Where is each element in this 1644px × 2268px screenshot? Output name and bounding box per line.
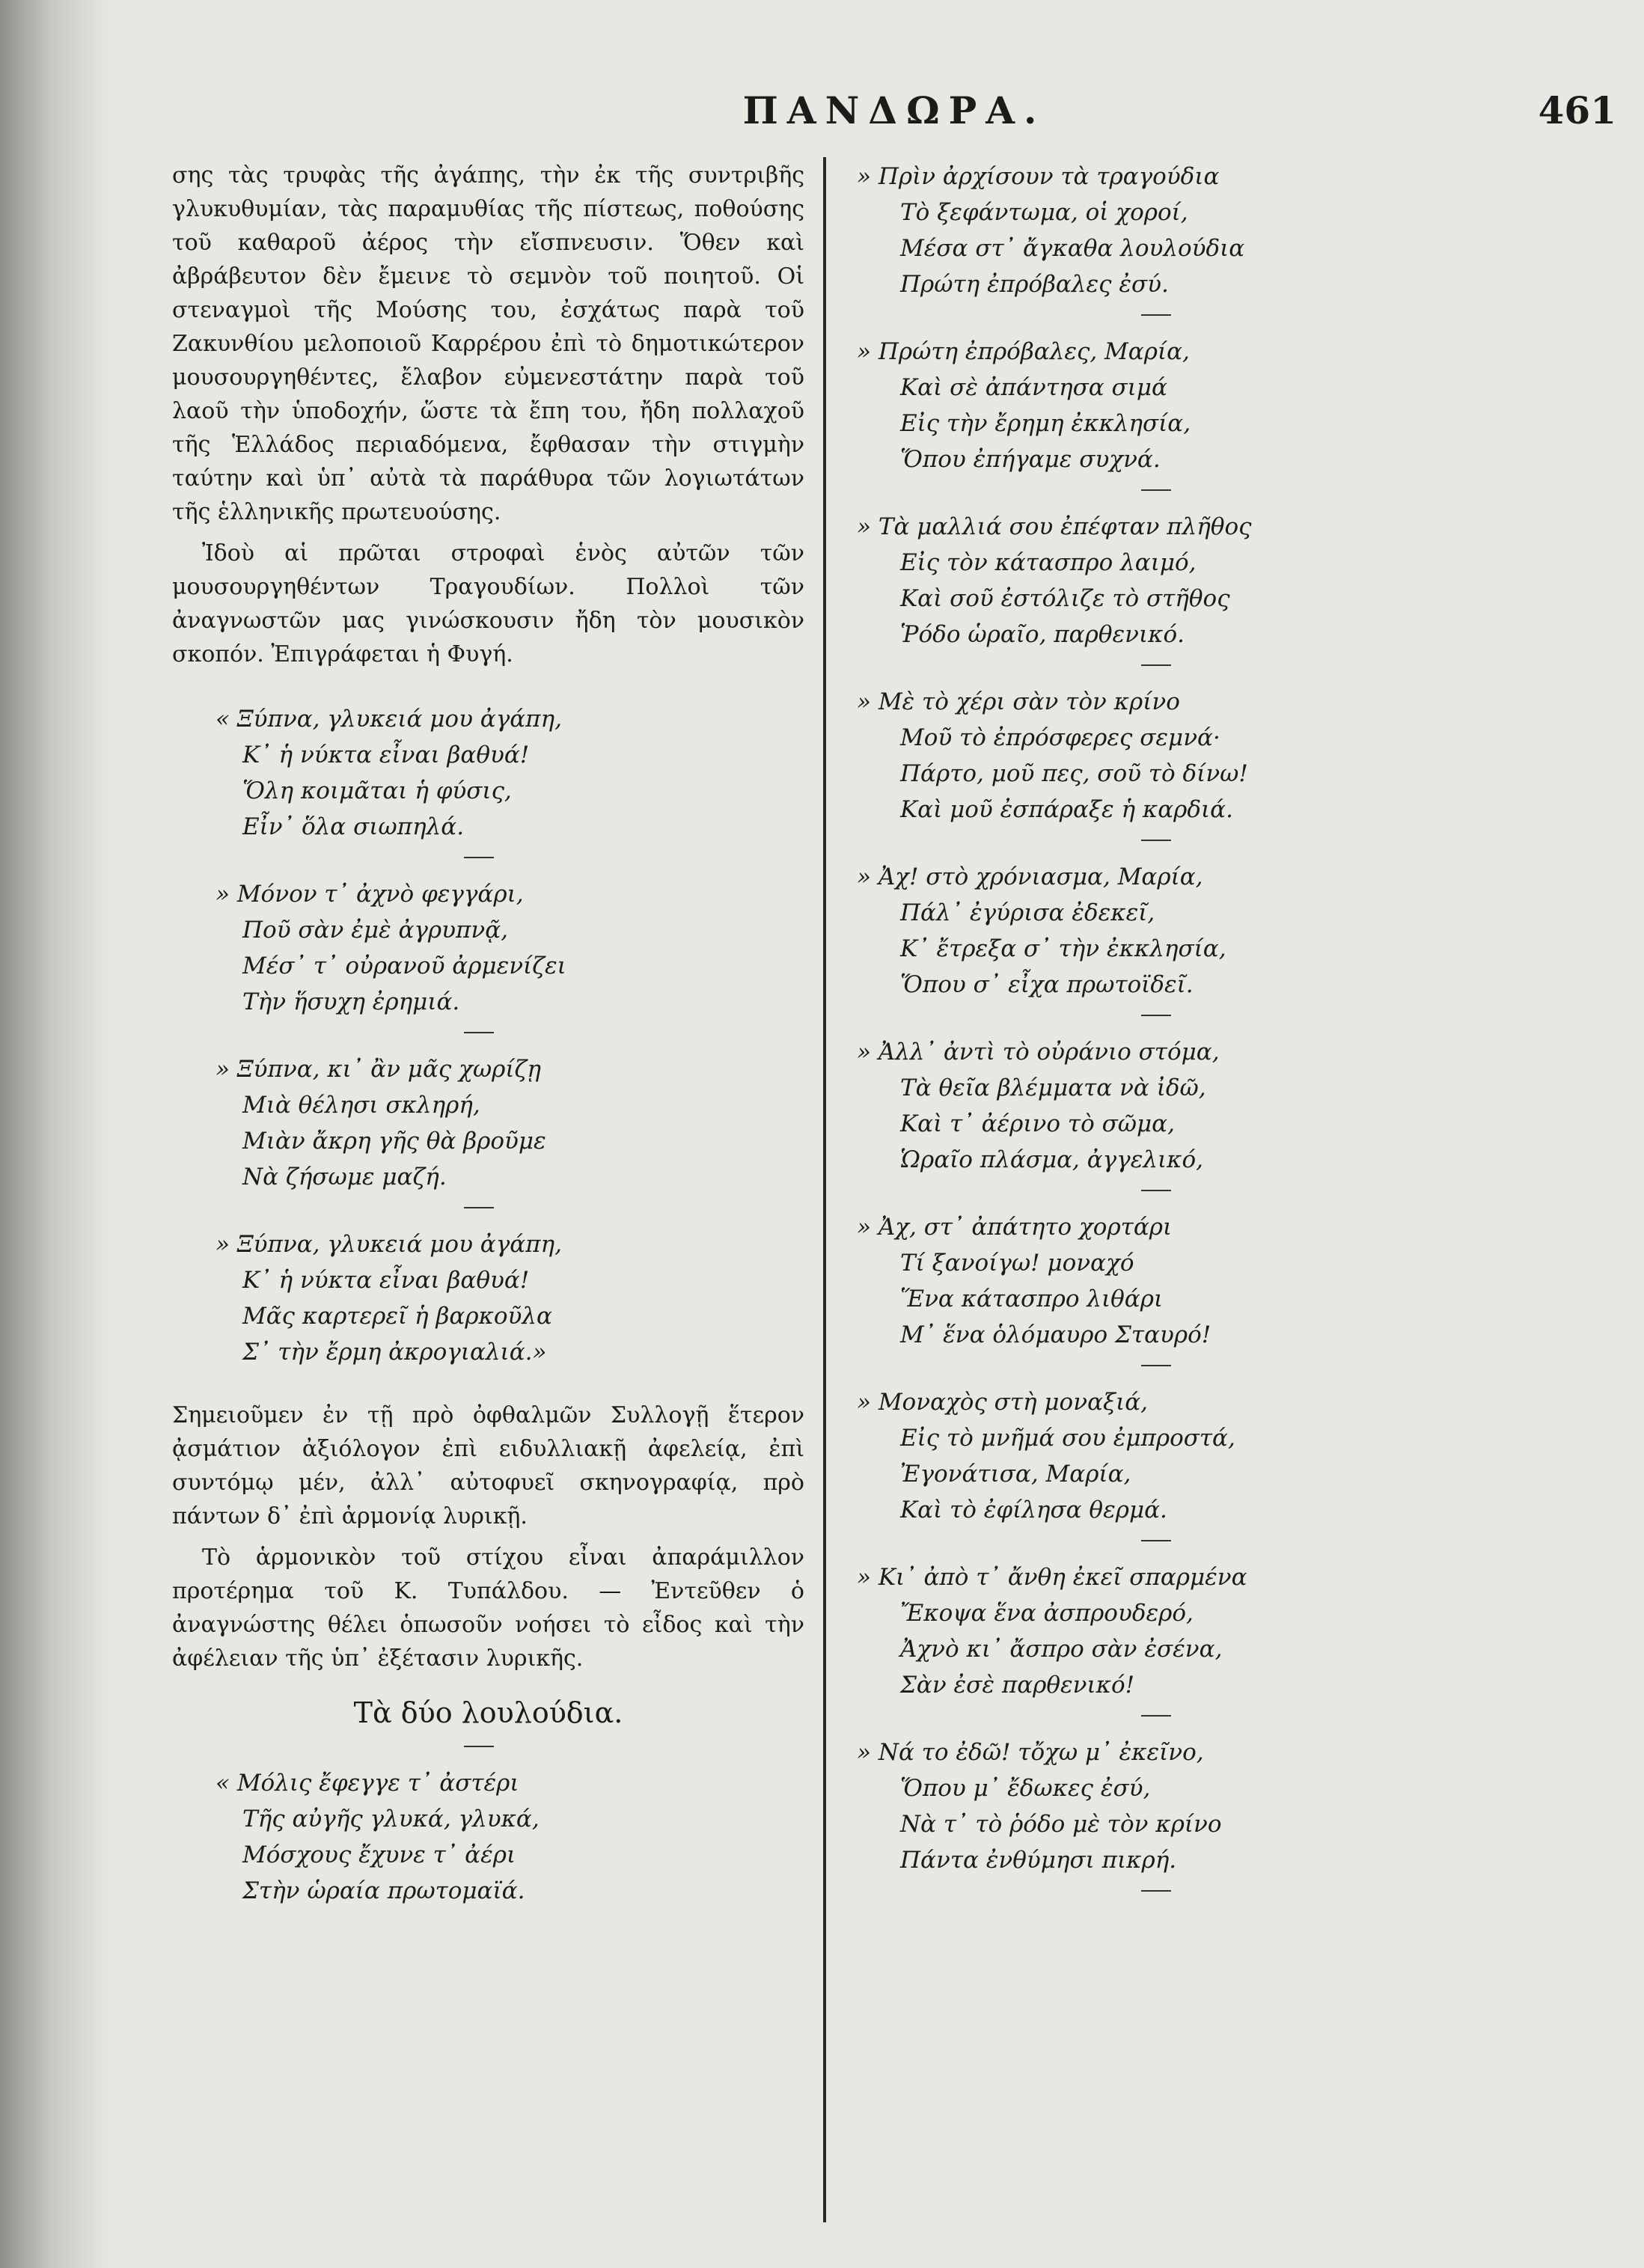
- verse-line: Ὡραῖο πλάσμα, ἀγγελικό,: [900, 1146, 1203, 1173]
- verse-line: Ἔκοψα ἕνα ἀσπρουδερό,: [900, 1600, 1194, 1627]
- verse-line: Τὰ θεῖα βλέμματα νὰ ἰδῶ,: [900, 1075, 1206, 1101]
- stanza-separator: [1141, 314, 1171, 316]
- verse-line: » Πρώτη ἐπρόβαλες, Μαρία,: [857, 338, 1190, 365]
- verse-line: Μᾶς καρτερεῖ ἡ βαρκοῦλα: [242, 1303, 552, 1330]
- stanza-separator: [1141, 1015, 1171, 1016]
- verse-line: Ἀχνὸ κι᾽ ἄσπρο σὰν ἐσένα,: [900, 1636, 1223, 1663]
- verse-line: » Ἀχ, στ᾽ ἀπάτητο χορτάρι: [857, 1214, 1173, 1241]
- poem-stanza: [857, 1209, 1620, 1353]
- title-separator: [464, 1746, 494, 1747]
- page-header: [172, 88, 1616, 141]
- verse-line: Τῆς αὐγῆς γλυκά, γλυκά,: [242, 1806, 540, 1833]
- poem-stanza: [172, 1765, 804, 1909]
- verse-line: Μιὰ θέλησι σκληρή,: [242, 1092, 480, 1119]
- verse-line: Ἕνα κάτασπρο λιθάρι: [900, 1286, 1164, 1312]
- column-divider: [823, 157, 826, 2222]
- left-column: [172, 159, 804, 1915]
- verse-line: Νὰ τ᾽ τὸ ῥόδο μὲ τὸν κρίνο: [900, 1811, 1222, 1838]
- page-number: 461: [1538, 88, 1616, 132]
- stanza-separator: [1141, 1190, 1171, 1191]
- verse-line: Εἰς τὸ μνῆμά σου ἐμπροστά,: [900, 1425, 1235, 1452]
- intro-prose: [172, 159, 804, 671]
- poem-stanza: [857, 159, 1620, 302]
- verse-line: Εἰς τὴν ἔρημη ἐκκλησία,: [900, 410, 1191, 437]
- verse-line: » Μόνον τ᾽ ἀχνὸ φεγγάρι,: [216, 881, 524, 908]
- verse-line: Μιὰν ἄκρη γῆς θὰ βροῦμε: [242, 1128, 546, 1155]
- verse-line: Κ᾽ ἡ νύκτα εἶναι βαθυά!: [242, 1267, 530, 1294]
- paragraph: Τὸ ἁρμονικὸν τοῦ στίχου εἶναι ἀπαράμιλλον προτέρημα τοῦ Κ. Τυπάλδου. — Ἐντεῦθεν ὁ ἀναγνώστης θέλει ὁπωσοῦν νοήσει τὸ εἶδος καὶ τὴν ἀφέλειαν τῆς ὑπ᾽ ἐξέτασιν λυρικῆς.: [172, 1544, 804, 1672]
- stanza-separator: [1141, 1365, 1171, 1366]
- verse-line: Τὴν ἥσυχη ἐρημιά.: [242, 988, 460, 1015]
- verse-line: Κ᾽ ἡ νύκτα εἶναι βαθυά!: [242, 742, 530, 768]
- verse-line: Νὰ ζήσωμε μαζή.: [242, 1164, 447, 1190]
- poem-stanza: [857, 1734, 1620, 1878]
- verse-line: » Μὲ τὸ χέρι σὰν τὸν κρίνο: [857, 688, 1180, 715]
- verse-line: Εἰς τὸν κάτασπρο λαιμό,: [900, 549, 1197, 576]
- verse-line: Σὰν ἐσὲ παρθενικό!: [900, 1672, 1135, 1699]
- commentary-prose: [172, 1399, 804, 1675]
- binding-shadow: [0, 0, 112, 2268]
- verse-line: Τί ξανοίγω! μοναχό: [900, 1250, 1134, 1277]
- verse-line: » Νά το ἐδῶ! τὄχω μ᾽ ἐκεῖνο,: [857, 1739, 1204, 1766]
- poem-stanza: [857, 859, 1620, 1003]
- verse-line: Μοῦ τὸ ἐπρόσφερες σεμνά·: [900, 724, 1220, 751]
- poem-stanza: [857, 509, 1620, 652]
- verse-line: « Ξύπνα, γλυκειά μου ἀγάπη,: [216, 706, 562, 733]
- poem-stanza: [172, 876, 804, 1020]
- verse-line: Ὅπου ἐπήγαμε συχνά.: [900, 446, 1161, 473]
- verse-line: Μ᾽ ἕνα ὁλόμαυρο Σταυρό!: [900, 1321, 1211, 1348]
- poem-stanza: [172, 1226, 804, 1370]
- verse-line: Πάρτο, μοῦ πες, σοῦ τὸ δίνω!: [900, 760, 1248, 787]
- stanza-separator: [1141, 489, 1171, 491]
- paragraph: Ἰδοὺ αἱ πρῶται στροφαὶ ἑνὸς αὐτῶν τῶν μουσουργηθέντων Τραγουδίων. Πολλοὶ τῶν ἀναγνωστῶν μας γινώσκουσιν ἤδη τὸν μουσικὸν σκοπόν. Ἐπιγράφεται ἡ Φυγή.: [172, 540, 804, 667]
- verse-line: Καὶ τ᾽ ἀέρινο τὸ σῶμα,: [900, 1110, 1175, 1137]
- stanza-separator: [1141, 1715, 1171, 1717]
- verse-line: Καὶ τὸ ἐφίλησα θερμά.: [900, 1497, 1167, 1523]
- verse-line: Πάντα ἐνθύμησι πικρή.: [900, 1847, 1177, 1874]
- verse-line: Μέσ᾽ τ᾽ οὐρανοῦ ἀρμενίζει: [242, 953, 566, 979]
- verse-line: Μόσχους ἔχυνε τ᾽ ἀέρι: [242, 1841, 516, 1868]
- verse-line: Ποῦ σὰν ἐμὲ ἀγρυπνᾷ,: [242, 917, 509, 944]
- stanza-separator: [464, 1032, 494, 1033]
- stanza-separator: [464, 857, 494, 858]
- poem-title: Τὰ δύο λουλούδια.: [353, 1696, 623, 1729]
- verse-line: » Κι᾽ ἀπὸ τ᾽ ἄνθη ἐκεῖ σπαρμένα: [857, 1564, 1247, 1591]
- verse-line: Σ᾽ τὴν ἔρμη ἀκρογιαλιά.»: [242, 1339, 547, 1366]
- verse-line: Κ᾽ ἔτρεξα σ᾽ τὴν ἐκκλησία,: [900, 935, 1226, 962]
- verse-line: » Ἀλλ᾽ ἀντὶ τὸ οὐράνιο στόμα,: [857, 1039, 1220, 1066]
- paragraph: Σημειοῦμεν ἐν τῇ πρὸ ὀφθαλμῶν Συλλογῇ ἕτερον ᾀσμάτιον ἀξιόλογον ἐπὶ ειδυλλιακῇ ἀφελείᾳ, ἐπὶ συντόμῳ μέν, ἀλλ᾽ αὐτοφυεῖ σκηνογραφίᾳ, πρὸ πάντων δ᾽ ἐπὶ ἁρμονίᾳ λυρικῇ.: [172, 1402, 804, 1529]
- stanza-separator: [1141, 840, 1171, 841]
- verse-line: Καὶ σὲ ἀπάντησα σιμά: [900, 374, 1167, 401]
- verse-line: » Πρὶν ἀρχίσουν τὰ τραγούδια: [857, 163, 1220, 190]
- verse-line: Εἶν᾽ ὅλα σιωπηλά.: [242, 813, 465, 840]
- stanza-separator: [1141, 664, 1171, 666]
- verse-line: Τὸ ξεφάντωμα, οἱ χοροί,: [900, 199, 1188, 226]
- running-title: ΠΑΝΔΩΡΑ.: [742, 88, 1046, 132]
- paragraph: σης τὰς τρυφὰς τῆς ἀγάπης, τὴν ἐκ τῆς συντριβῆς γλυκυθυμίαν, τὰς παραμυθίας τῆς πίστεως, ποθούσης τοῦ καθαροῦ ἀέρος τὴν εἴσπνευσιν. Ὅθεν καὶ ἀβράβευτον δὲν ἔμεινε τὸ σεμνὸν τοῦ ποιητοῦ. Οἱ στεναγμοὶ τῆς Μούσης του, ἐσχάτως παρὰ τοῦ Ζακυνθίου μελοποιοῦ Καρρέρου ἐπὶ τὸ δημοτικώτερον μουσουργηθέντες, ἔλαβον εὐμενεστάτην παρὰ τοῦ λαοῦ τὴν ὑποδοχήν, ὥστε τὰ ἔπη του, ἤδη πολλαχοῦ τῆς Ἑλλάδος περιαδόμενα, ἔφθασαν τὴν στιγμὴν ταύτην καὶ ὑπ᾽ αὐτὰ τὰ παράθυρα τῶν λογιωτάτων τῆς ἑλληνικῆς πρωτευούσης.: [172, 162, 804, 525]
- verse-line: » Τὰ μαλλιά σου ἐπέφταν πλῆθος: [857, 513, 1252, 540]
- verse-line: Μέσα στ᾽ ἄγκαθα λουλούδια: [900, 235, 1245, 262]
- verse-line: Ἐγονάτισα, Μαρία,: [900, 1461, 1131, 1488]
- poem-stanza: [857, 1384, 1620, 1528]
- right-column: [857, 159, 1620, 1910]
- verse-line: Στὴν ὡραία πρωτομαϊά.: [242, 1877, 525, 1904]
- poem-stanza: [857, 684, 1620, 828]
- verse-line: Πάλ᾽ ἐγύρισα ἐδεκεῖ,: [900, 899, 1155, 926]
- poem-stanza: [857, 1559, 1620, 1703]
- verse-line: « Μόλις ἔφεγγε τ᾽ ἀστέρι: [216, 1770, 519, 1797]
- verse-line: Ὅπου μ᾽ ἔδωκες ἐσύ,: [900, 1775, 1151, 1802]
- verse-line: » Ξύπνα, γλυκειά μου ἀγάπη,: [216, 1231, 562, 1258]
- stanza-separator: [1141, 1540, 1171, 1541]
- verse-line: » Ξύπνα, κι᾽ ἂν μᾶς χωρίζῃ: [216, 1056, 541, 1083]
- verse-line: Ῥόδο ὡραῖο, παρθενικό.: [900, 621, 1185, 648]
- verse-line: Πρώτη ἐπρόβαλες ἐσύ.: [900, 271, 1169, 298]
- poem-stanza: [172, 701, 804, 845]
- stanza-separator: [464, 1207, 494, 1208]
- stanza-separator: [1141, 1890, 1171, 1892]
- verse-line: Ὅλη κοιμᾶται ἡ φύσις,: [242, 777, 512, 804]
- verse-line: Καὶ σοῦ ἐστόλιζε τὸ στῆθος: [900, 585, 1230, 612]
- verse-line: » Μοναχὸς στὴ μοναξιά,: [857, 1389, 1149, 1416]
- verse-line: » Ἀχ! στὸ χρόνιασμα, Μαρία,: [857, 864, 1203, 890]
- verse-line: Καὶ μοῦ ἐσπάραξε ἡ καρδιά.: [900, 796, 1233, 823]
- verse-line: Ὅπου σ᾽ εἶχα πρωτοϊδεῖ.: [900, 971, 1194, 998]
- poem-stanza: [857, 334, 1620, 477]
- poem-stanza: [172, 1051, 804, 1195]
- poem-stanza: [857, 1034, 1620, 1178]
